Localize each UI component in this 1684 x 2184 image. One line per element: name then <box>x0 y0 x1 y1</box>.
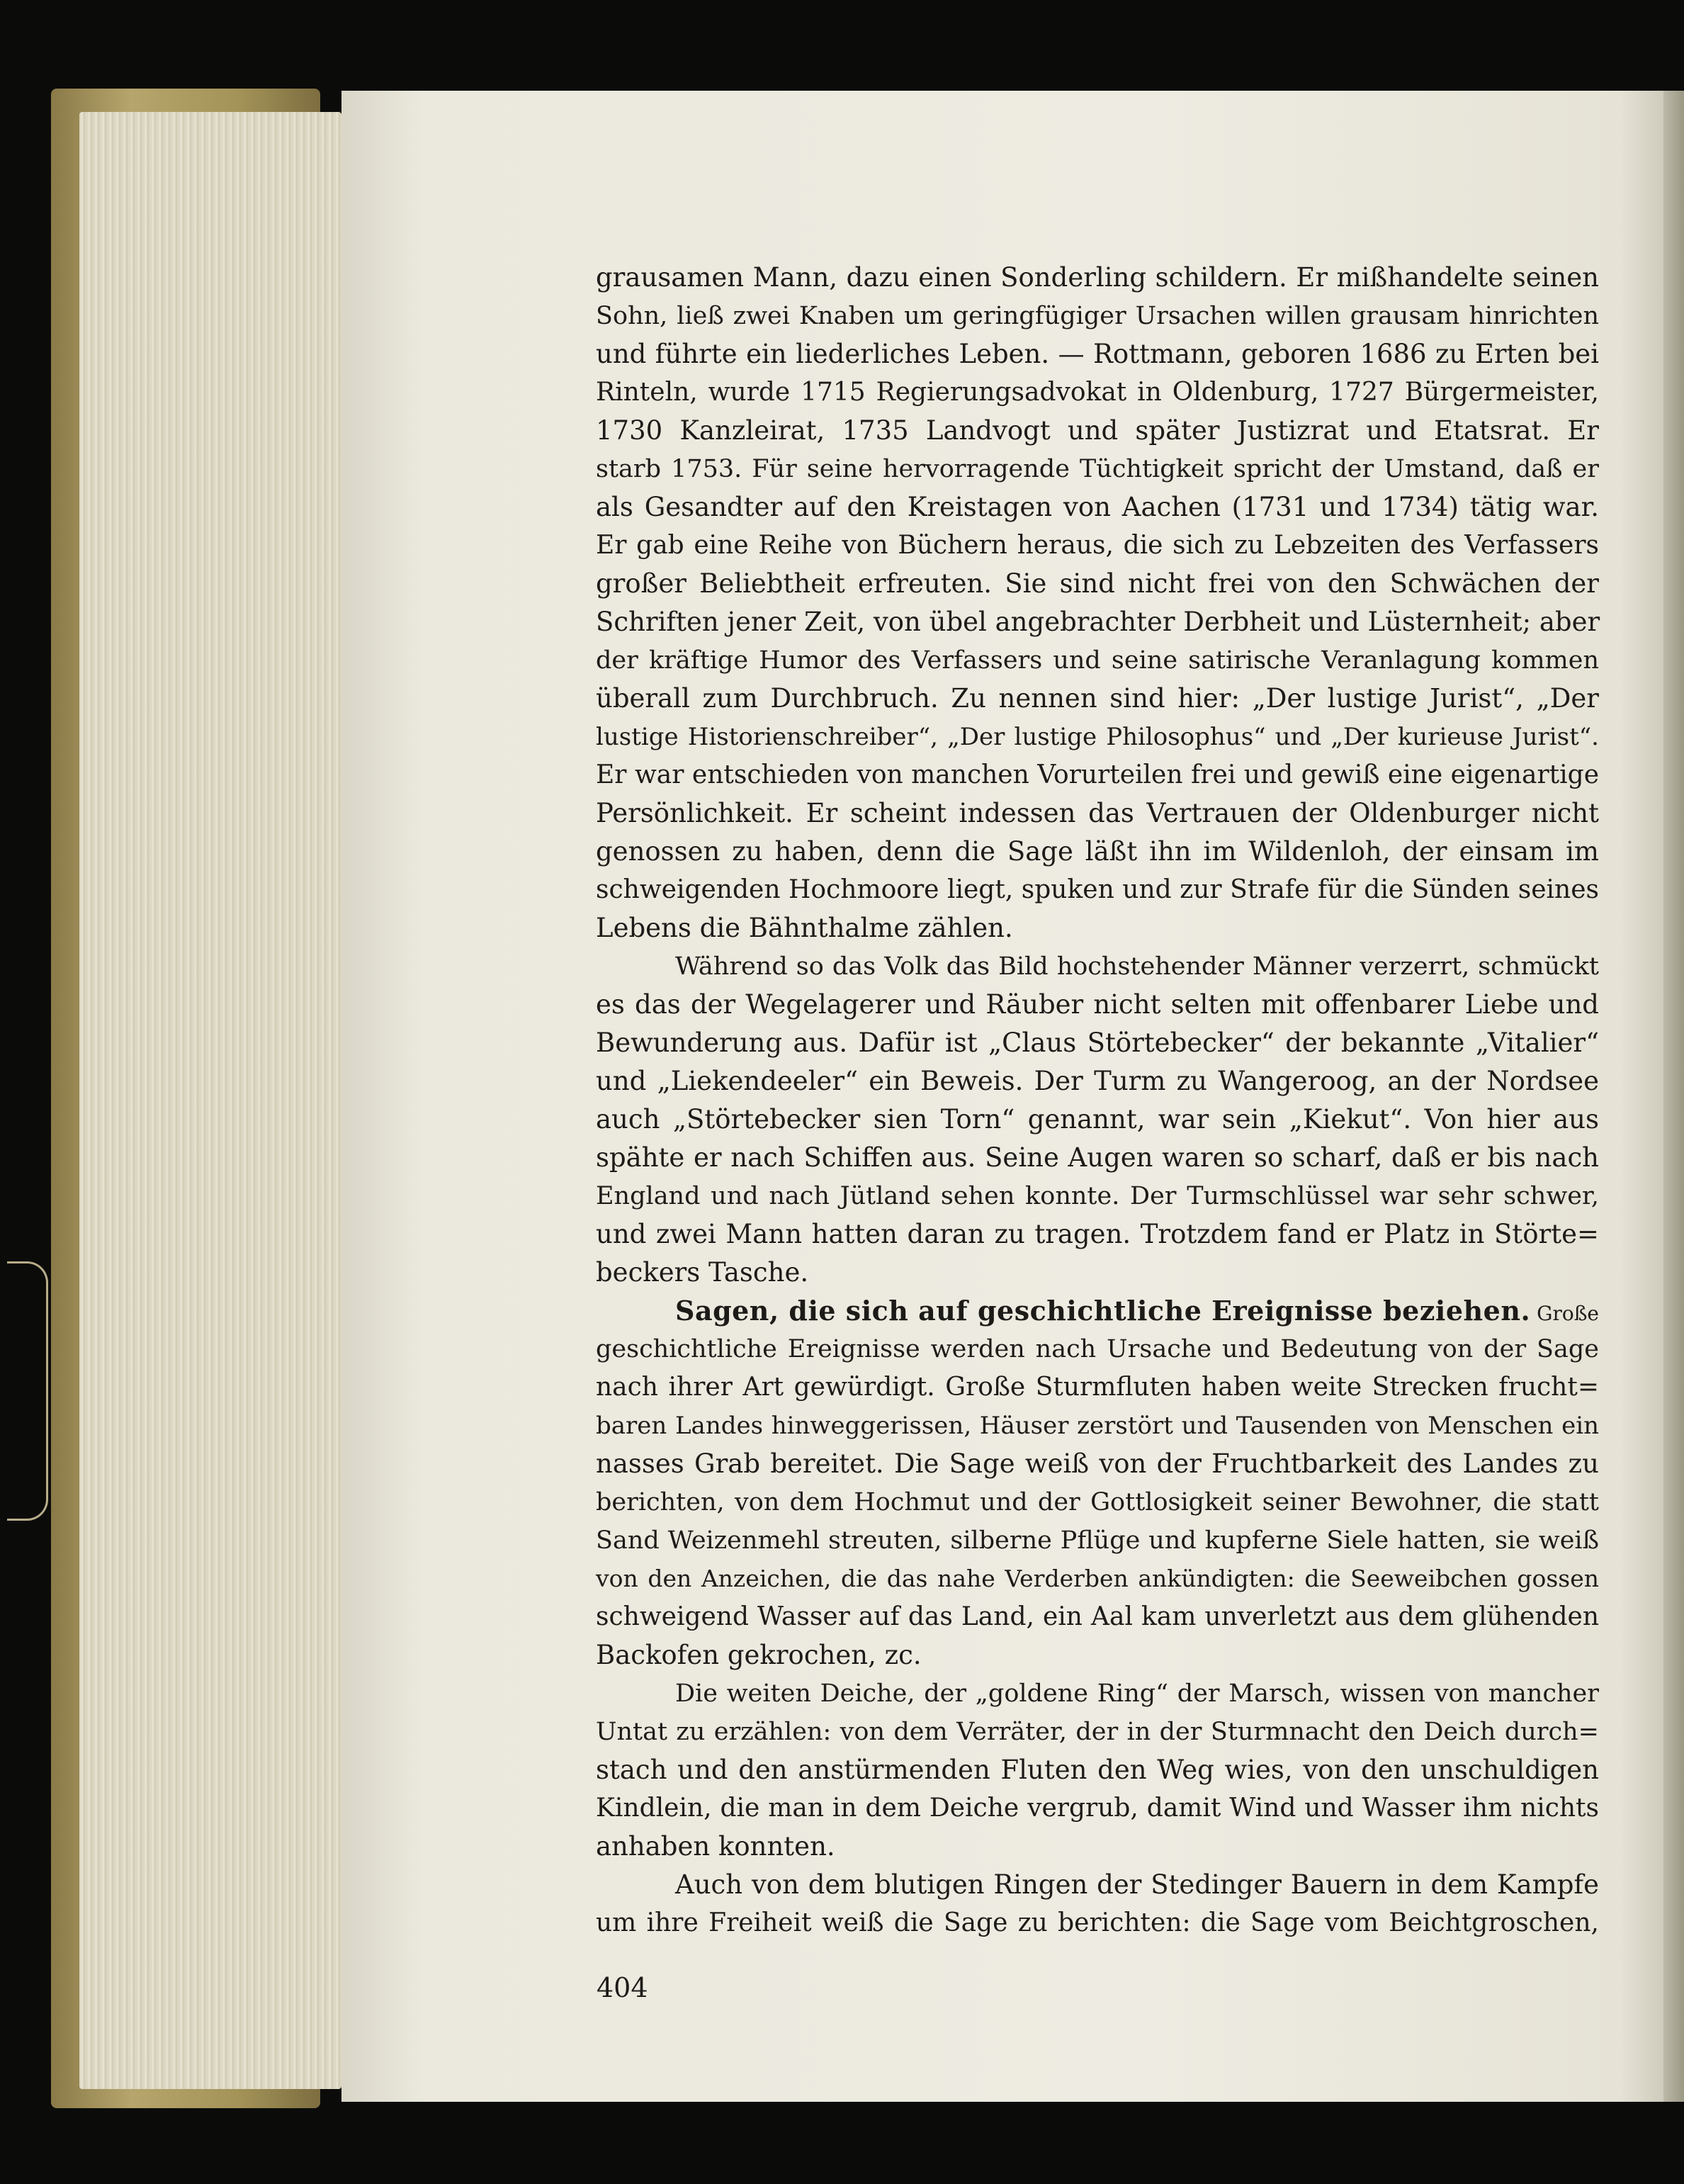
text-line: nasses Grab bereitet. Die Sage weiß von der Fruchtbarkeit des Landes zu <box>596 1448 1599 1479</box>
text-line: schweigend Wasser auf das Land, ein Aal kam unverletzt aus dem glühenden <box>596 1602 1599 1631</box>
text-line: Sohn, ließ zwei Knaben um geringfügiger Ursachen willen grausam hinrichten <box>596 302 1599 330</box>
section-heading-line <box>596 1292 1599 1330</box>
text-line: Schriften jener Zeit, von übel angebrachter Derbheit und Lüsternheit; aber <box>596 607 1600 637</box>
text-line: England und nach Jütland sehen konnte. Der Turmschlüssel war sehr schwer, <box>596 1182 1599 1210</box>
text-line: der kräftige Humor des Verfassers und seine satirische Veranlagung kommen <box>596 646 1599 675</box>
text-line: Die weiten Deiche, der „goldene Ring“ der Marsch, wissen von mancher <box>675 1679 1599 1708</box>
text-line: Persönlichkeit. Er scheint indessen das Vertrauen der Oldenburger nicht <box>596 798 1599 828</box>
text-line: es das der Wegelagerer und Räuber nicht selten mit offenbarer Liebe und <box>596 989 1599 1020</box>
text-line: und führte ein liederliches Leben. — Rottmann, geboren 1686 zu Erten bei <box>596 339 1599 369</box>
text-line: Während so das Volk das Bild hochstehender Männer verzerrt, schmückt <box>675 952 1599 981</box>
text-line: genossen zu haben, denn die Sage läßt ihn im Wildenloh, der einsam im <box>596 836 1599 867</box>
heading-continuation: Große <box>1530 1302 1599 1325</box>
text-line: berichten, von dem Hochmut und der Gottlosigkeit seiner Bewohner, die statt <box>596 1488 1599 1516</box>
section-heading: Sagen, die sich auf geschichtliche Ereignisse beziehen. <box>675 1295 1531 1327</box>
text-line: um ihre Freiheit weiß die Sage zu berichten: die Sage vom Beichtgroschen, <box>596 1908 1599 1937</box>
page-gutter <box>1663 91 1684 2102</box>
text-line: Rinteln, wurde 1715 Regierungsadvokat in Oldenburg, 1727 Bürgermeister, <box>596 378 1599 407</box>
text-line: Auch von dem blutigen Ringen der Stedinger Bauern in dem Kampfe <box>675 1869 1599 1900</box>
page-number: 404 <box>597 1972 648 2003</box>
text-line: anhaben konnten. <box>596 1831 835 1862</box>
text-line: überall zum Durchbruch. Zu nennen sind hier: „Der lustige Jurist“, „Der <box>596 683 1599 714</box>
text-line: starb 1753. Für seine hervorragende Tüchtigkeit spricht der Umstand, daß er <box>596 455 1599 483</box>
text-line: Sand Weizenmehl streuten, silberne Pflüge und kupferne Siele hatten, sie weiß <box>596 1526 1599 1555</box>
page-edges <box>79 112 341 2089</box>
text-line: stach und den anstürmenden Fluten den Weg wies, von den unschuldigen <box>596 1755 1599 1785</box>
text-line: Kindlein, die man in dem Deiche vergrub, damit Wind und Wasser ihm nichts <box>596 1794 1599 1823</box>
body-text <box>596 259 1599 1942</box>
text-line: geschichtliche Ereignisse werden nach Ursache und Bedeutung von der Sage <box>596 1335 1599 1363</box>
text-line: beckers Tasche. <box>596 1257 809 1288</box>
text-line: Lebens die Bähnthalme zählen. <box>596 913 1013 943</box>
text-line: 1730 Kanzleirat, 1735 Landvogt und später Justizrat und Etatsrat. Er <box>596 415 1599 446</box>
text-line: großer Beliebtheit erfreuten. Sie sind nicht frei von den Schwächen der <box>596 568 1599 599</box>
text-line: Er gab eine Reihe von Büchern heraus, die sich zu Lebzeiten des Verfassers <box>596 531 1599 560</box>
text-line: von den Anzeichen, die das nahe Verderben ankündigten: die Seeweibchen gossen <box>596 1565 1599 1592</box>
text-line: Untat zu erzählen: von dem Verräter, der in der Sturmnacht den Deich durch= <box>596 1718 1599 1746</box>
text-line: schweigenden Hochmoore liegt, spuken und zur Strafe für die Sünden seines <box>596 875 1599 904</box>
text-line: Backofen gekrochen, zc. <box>596 1640 922 1670</box>
text-line: lustige Historienschreiber“, „Der lustige Philosophus“ und „Der kurieuse Jurist“. <box>596 723 1599 751</box>
text-line: baren Landes hinweggerissen, Häuser zerstört und Tausenden von Menschen ein <box>596 1412 1599 1440</box>
binding-thread <box>7 1261 48 1521</box>
text-line: und „Liekendeeler“ ein Beweis. Der Turm zu Wangeroog, an der Nordsee <box>596 1066 1599 1096</box>
text-line: und zwei Mann hatten daran zu tragen. Trotzdem fand er Platz in Störte= <box>596 1219 1599 1249</box>
text-line: Bewunderung aus. Dafür ist „Claus Störtebecker“ der bekannte „Vitalier“ <box>596 1028 1599 1058</box>
text-line: auch „Störtebecker sien Torn“ genannt, war sein „Kiekut“. Von hier aus <box>596 1104 1599 1135</box>
text-line: nach ihrer Art gewürdigt. Große Sturmfluten haben weite Strecken frucht= <box>596 1373 1599 1402</box>
text-line: Er war entschieden von manchen Vorurteilen frei und gewiß eine eigenartige <box>596 760 1599 789</box>
text-line: grausamen Mann, dazu einen Sonderling schildern. Er mißhandelte seinen <box>596 262 1599 293</box>
text-line: spähte er nach Schiffen aus. Seine Augen waren so scharf, daß er bis nach <box>596 1142 1599 1173</box>
text-line: als Gesandter auf den Kreistagen von Aachen (1731 und 1734) tätig war. <box>596 492 1599 522</box>
